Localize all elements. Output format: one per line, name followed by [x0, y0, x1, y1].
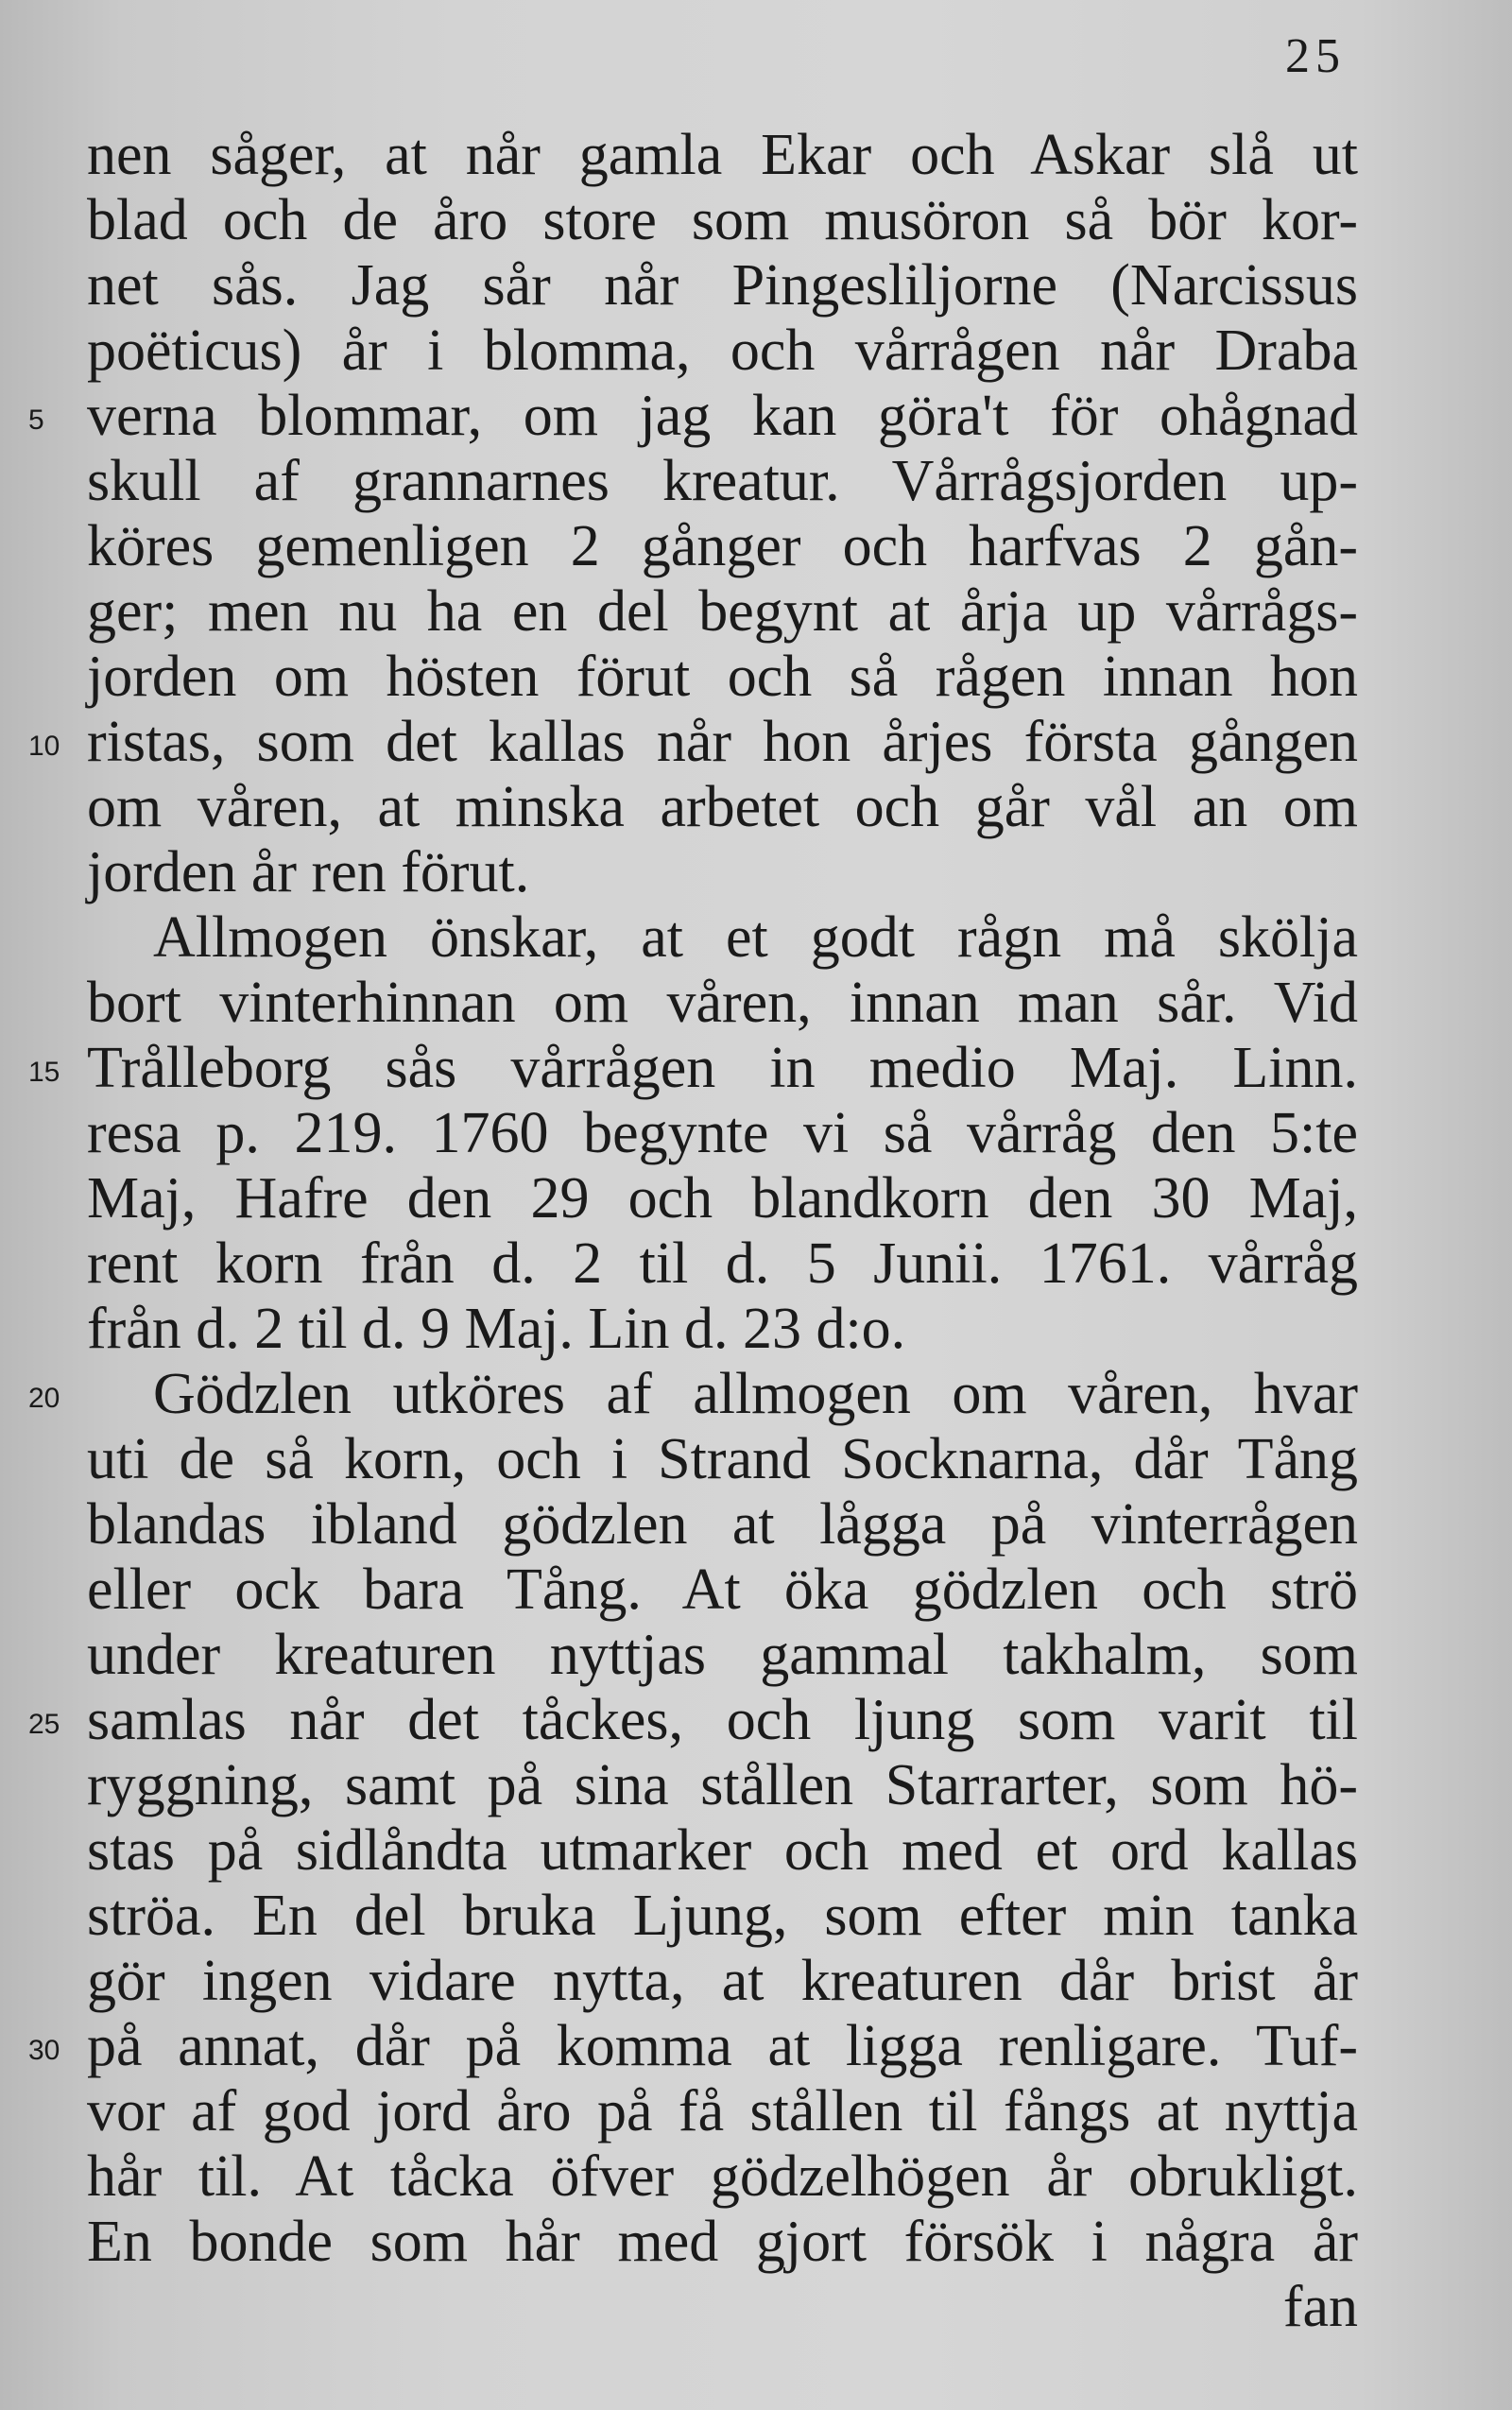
text-line — [87, 1231, 1358, 1297]
text-line — [87, 2144, 1358, 2210]
line-text: samlas når det tåckes, och ljung som varit til — [87, 1688, 1358, 1752]
text-line — [87, 1753, 1358, 1818]
line-text: uti de så korn, och i Strand Socknarna, dår Tång — [87, 1427, 1358, 1491]
line-text: ristas, som det kallas når hon årjes första gången — [87, 710, 1358, 774]
line-text: på annat, dår på komma at ligga renligare. Tuf- — [87, 2014, 1358, 2078]
line-number: 15 — [28, 1057, 60, 1088]
text-line — [28, 1688, 1358, 1753]
text-line — [87, 905, 1358, 971]
line-text: poëticus) år i blomma, och vårrågen når Draba — [87, 318, 1358, 383]
text-line — [87, 579, 1358, 645]
line-text: resa p. 219. 1760 begynte vi så vårråg den 5:te — [87, 1101, 1358, 1165]
line-text: jorden om hösten förut och så rågen innan hon — [87, 645, 1358, 709]
text-line — [87, 449, 1358, 514]
text-line — [87, 840, 1358, 905]
page-number: 25 — [1285, 29, 1346, 83]
text-line — [28, 384, 1358, 449]
line-text: jorden år ren förut. — [87, 840, 530, 904]
line-text: rent korn från d. 2 til d. 5 Junii. 1761. vårråg — [87, 1231, 1358, 1296]
text-line — [87, 2210, 1358, 2275]
line-text: vor af god jord åro på få stållen til fångs at nyttja — [87, 2079, 1358, 2143]
line-text: från d. 2 til d. 9 Maj. Lin d. 23 d:o. — [87, 1297, 906, 1361]
text-line — [87, 2275, 1358, 2340]
line-text: verna blommar, om jag kan göra't för ohågnad — [87, 384, 1358, 448]
line-text: skull af grannarnes kreatur. Vårrågsjorden up- — [87, 449, 1358, 513]
text-line — [87, 188, 1358, 253]
line-text: nen såger, at når gamla Ekar och Askar slå ut — [87, 123, 1358, 187]
line-text: net sås. Jag sår når Pingesliljorne (Narcissus — [87, 253, 1358, 318]
line-text: stas på sidlåndta utmarker och med et ord kallas — [87, 1818, 1358, 1883]
line-text: eller ock bara Tång. At öka gödzlen och strö — [87, 1558, 1358, 1622]
text-line — [87, 645, 1358, 710]
text-line — [87, 1818, 1358, 1884]
line-number: 10 — [28, 731, 60, 762]
line-text: Maj, Hafre den 29 och blandkorn den 30 Maj, — [87, 1166, 1358, 1231]
line-text: bort vinterhinnan om våren, innan man sår. Vid — [87, 971, 1358, 1035]
text-line — [87, 2079, 1358, 2144]
text-line — [28, 1362, 1358, 1427]
line-text: gör ingen vidare nytta, at kreaturen dår brist år — [87, 1949, 1358, 2013]
text-line — [28, 1036, 1358, 1101]
line-text: Allmogen önskar, at et godt rågn må skölja — [153, 905, 1358, 970]
text-line — [87, 123, 1358, 188]
line-number: 30 — [28, 2035, 60, 2066]
line-text: under kreaturen nyttjas gammal takhalm, som — [87, 1623, 1358, 1687]
text-line — [28, 2014, 1358, 2079]
text-line — [87, 1623, 1358, 1688]
line-number: 5 — [28, 405, 44, 436]
text-body — [28, 123, 1358, 2340]
text-line — [87, 1297, 1358, 1362]
line-number: 25 — [28, 1709, 60, 1740]
text-line — [87, 1101, 1358, 1166]
line-text: Trålleborg sås vårrågen in medio Maj. Linn. — [87, 1036, 1358, 1100]
line-text: hår til. At tåcka öfver gödzelhögen år obrukligt. — [87, 2144, 1358, 2209]
line-text: blad och de åro store som musöron så bör kor- — [87, 188, 1358, 252]
text-line — [87, 1166, 1358, 1231]
text-line — [28, 710, 1358, 775]
text-line — [87, 971, 1358, 1036]
line-text: köres gemenligen 2 gånger och harfvas 2 gån- — [87, 514, 1358, 578]
line-text: ger; men nu ha en del begynt at årja up vårrågs- — [87, 579, 1358, 644]
text-line — [87, 1492, 1358, 1558]
line-text: En bonde som hår med gjort försök i några år — [87, 2210, 1358, 2274]
text-line — [87, 253, 1358, 318]
line-text: fan — [1282, 2275, 1358, 2339]
text-line — [87, 318, 1358, 384]
line-text: Gödzlen utköres af allmogen om våren, hvar — [153, 1362, 1358, 1426]
text-line — [87, 1949, 1358, 2014]
text-line — [87, 1427, 1358, 1492]
text-line — [87, 775, 1358, 840]
line-text: blandas ibland gödzlen at lågga på vinterrågen — [87, 1492, 1358, 1557]
text-line — [87, 514, 1358, 579]
line-text: ryggning, samt på sina stållen Starrarter, som hö- — [87, 1753, 1358, 1817]
line-text: om våren, at minska arbetet och går vål an om — [87, 775, 1358, 839]
text-line — [87, 1884, 1358, 1949]
line-text: ströa. En del bruka Ljung, som efter min tanka — [87, 1884, 1358, 1948]
line-number: 20 — [28, 1383, 60, 1414]
text-line — [87, 1558, 1358, 1623]
